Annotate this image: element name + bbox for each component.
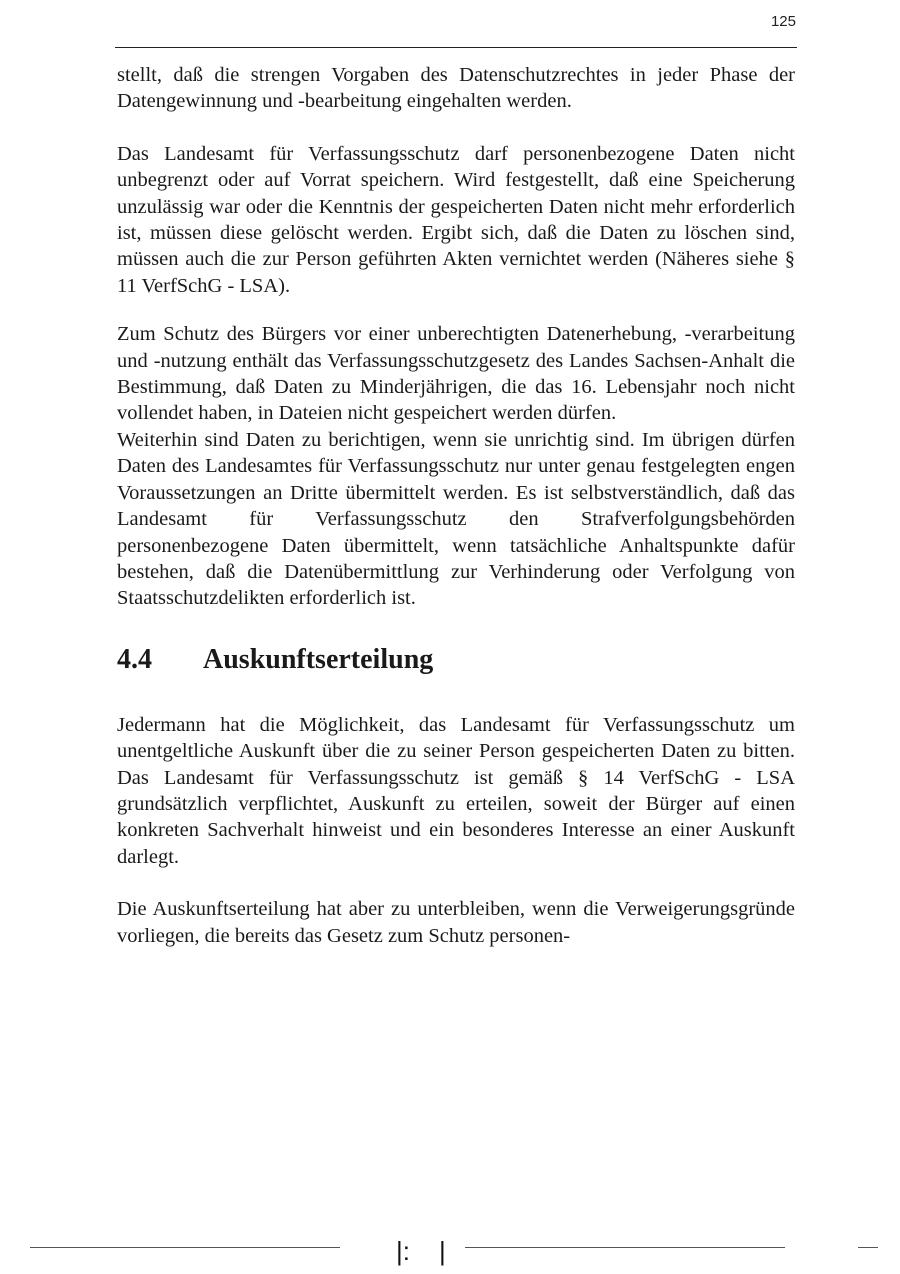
paragraph-minors: Zum Schutz des Bürgers vor einer unberechtigten Datenerhebung, -verarbeitung und -nutzung enthält das Verfassungsschutzgesetz des Landes Sachsen-Anhalt die Bestimmung, daß Daten zu Minderjährigen, die das 16. Lebensjahr noch nicht vollendet haben, in Dateien nicht gespeichert werden dürfen. (117, 323, 795, 425)
section-title: Auskunftserteilung (203, 643, 434, 675)
footer-mark-left: |: (396, 1236, 410, 1266)
section-heading (117, 642, 795, 678)
paragraph-information-request: Jedermann hat die Möglichkeit, das Landesamt für Verfassungsschutz um unentgeltliche Auskunft über die zu seiner Person gespeicherten Daten zu bitten. Das Landesamt für Verfassungsschutz ist gemäß § 14 VerfSchG - LSA grundsätzlich verpflichtet, Auskunft zu erteilen, soweit der Bürger auf einen konkreten Sachverhalt hinweist und ein besonderes Interesse an einer Auskunft darlegt. (117, 713, 795, 868)
paragraph-continuation: stellt, daß die strengen Vorgaben des Datenschutzrechtes in jeder Phase der Datengewinnung und -bearbeitung eingehalten werden. (117, 64, 795, 113)
paragraph-correction: Weiterhin sind Daten zu berichtigen, wenn sie unrichtig sind. Im übrigen dürfen Daten des Landesamtes für Verfassungsschutz nur unter genau festgelegten engen Voraussetzungen an Dritte übermittelt werden. Es ist selbstverständlich, daß das Landesamt für Verfassungsschutz den Strafverfolgungsbehörden personenbezogene Daten übermittelt, wenn tatsächliche Anhaltspunkte dafür bestehen, daß die Datenübermittlung zur Verhinderung oder Verfolgung von Staatsschutzdelikten erforderlich ist. (117, 428, 795, 610)
footer-rule-mid (465, 1247, 785, 1248)
paragraph-storage: Das Landesamt für Verfassungsschutz darf personenbezogene Daten nicht unbegrenzt oder auf Vorrat speichern. Wird festgestellt, daß eine Speicherung unzulässig war oder die Kenntnis der gespeicherten Daten nicht mehr erforderlich ist, müssen diese gelöscht werden. Ergibt sich, daß die Daten zu löschen sind, müssen auch die zur Person geführten Akten vernichtet werden (Näheres siehe § 11 VerfSchG - LSA). (117, 142, 795, 297)
section-number: 4.4 (117, 643, 152, 675)
page-number: 125 (770, 13, 796, 30)
document-body (117, 62, 795, 949)
header-rule (115, 47, 797, 48)
paragraph-refusal: Die Auskunftserteilung hat aber zu unterbleiben, wenn die Verweigerungsgründe vorliegen, die bereits das Gesetz zum Schutz personen- (117, 898, 795, 947)
footer-mark-right: | (439, 1236, 446, 1266)
footer-rule-left (30, 1247, 340, 1248)
footer-rule-right (858, 1247, 878, 1248)
